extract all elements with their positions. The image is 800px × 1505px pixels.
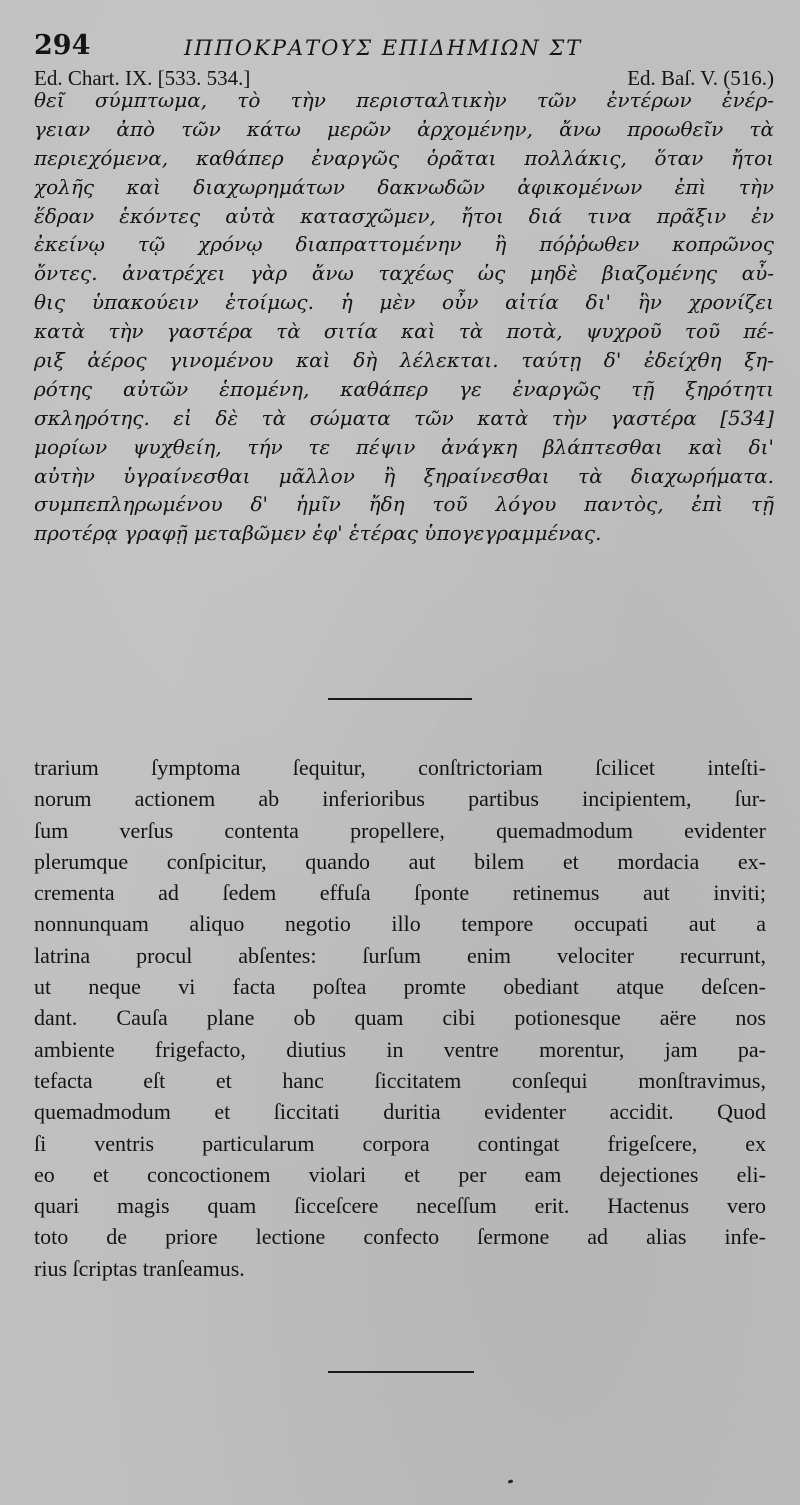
latin-text-line: toto de priore lectione confecto ſermone ad alias infe- xyxy=(34,1224,766,1250)
page-number: 294 xyxy=(34,30,91,61)
greek-text-line: κατὰ τὴν γαστέρα τὰ σιτία καὶ τὰ ποτὰ, ψυχροῦ τοῦ πέ- xyxy=(34,319,774,344)
greek-text-line: γειαν ἀπὸ τῶν κάτω μερῶν ἀρχομένην, ἄνω προωθεῖν τὰ xyxy=(34,116,774,141)
edition-reference-left: Ed. Chart. IX. [533. 534.] xyxy=(34,66,251,90)
running-title: ΙΠΠΟΚΡΑΤΟΥΣ ΕΠΙΔΗΜΙΩΝ ΣΤ xyxy=(184,36,583,60)
greek-text-line: περιεχόμενα, καθάπερ ἐναργῶς ὁρᾶται πολλάκις, ὅταν ἤτοι xyxy=(34,145,774,170)
latin-text-block xyxy=(34,752,766,1284)
latin-text-line: nonnunquam aliquo negotio illo tempore occupati aut a xyxy=(34,911,766,937)
latin-text-line: ambiente frigefacto, diutius in ventre morentur, jam pa- xyxy=(34,1036,766,1062)
greek-text-line: ριξ ἀέρος γινομένου καὶ δὴ λέλεκται. ταύτῃ δ' ἐδείχθη ξη- xyxy=(34,348,774,373)
latin-text-line: ſum verſus contenta propellere, quemadmodum evidenter xyxy=(34,817,766,843)
greek-text-line: θις ὑπακούειν ἑτοίμως. ἡ μὲν οὖν αἰτία δι' ἣν χρονίζει xyxy=(34,290,774,315)
latin-text-line: ut neque vi facta poſtea promte obediant atque deſcen- xyxy=(34,974,766,1000)
greek-text-line: σκληρότης. εἰ δὲ τὰ σώματα τῶν κατὰ τὴν γαστέρα [534] xyxy=(34,405,774,430)
greek-text-line: ἐκείνῳ τῷ χρόνῳ διαπραττομένην ἢ πόῤῥωθεν κοπρῶνος xyxy=(34,232,774,257)
greek-text-line: προτέρᾳ γραφῇ μεταβῶμεν ἐφ' ἑτέρας ὑπογεγραμμένας. xyxy=(34,521,602,546)
latin-text-line: quemadmodum et ſiccitati duritia evidenter accidit. Quod xyxy=(34,1099,766,1125)
latin-text-line: quari magis quam ſicceſcere neceſſum erit. Hactenus vero xyxy=(34,1193,766,1219)
latin-text-line: dant. Cauſa plane ob quam cibi potionesque aëre nos xyxy=(34,1005,766,1031)
greek-text-line: θεῖ σύμπτωμα, τὸ τὴν περισταλτικὴν τῶν ἐντέρων ἐνέρ- xyxy=(34,88,774,112)
latin-text-line: plerumque conſpicitur, quando aut bilem et mordacia ex- xyxy=(34,848,766,874)
greek-text-line: ρότης αὐτῶν ἑπομένη, καθάπερ γε ἐναργῶς τῇ ξηρότητι xyxy=(34,376,774,401)
latin-text-line: latrina procul abſentes: ſurſum enim velociter recurrunt, xyxy=(34,942,766,968)
latin-text-line: crementa ad ſedem effuſa ſponte retinemus aut inviti; xyxy=(34,880,766,906)
greek-text-line: συμπεπληρωμένου δ' ἡμῖν ἤδη τοῦ λόγου παντὸς, ἐπὶ τῇ xyxy=(34,492,774,517)
latin-text-line: tefacta eſt et hanc ſiccitatem conſequi monſtravimus, xyxy=(34,1067,766,1093)
page-header xyxy=(34,26,774,66)
greek-text-line: ὄντες. ἀνατρέχει γὰρ ἄνω ταχέως ὡς μηδὲ βιαζομένης αὖ- xyxy=(34,261,774,286)
greek-text-line: μορίων ψυχθείη, τήν τε πέψιν ἀνάγκη βλάπτεσθαι καὶ δι' xyxy=(34,434,774,459)
latin-text-line: trarium ſymptoma ſequitur, conſtrictoriam ſcilicet inteſti- xyxy=(34,755,766,780)
greek-text-line: χολῆς καὶ διαχωρημάτων δακνωδῶν ἀφικομένων ἐπὶ τὴν xyxy=(34,174,774,199)
latin-text-line: norum actionem ab inferioribus partibus incipientem, ſur- xyxy=(34,786,766,812)
greek-text-line: ἕδραν ἑκόντες αὐτὰ κατασχῶμεν, ἤτοι διά τινα πρᾶξιν ἐν xyxy=(34,203,774,228)
latin-text-line: rius ſcriptas tranſeamus. xyxy=(34,1255,245,1281)
latin-text-line: eo et concoctionem violari et per eam dejectiones eli- xyxy=(34,1161,766,1187)
edition-reference-right: Ed. Baſ. V. (516.) xyxy=(627,66,774,90)
ink-speck xyxy=(508,1479,514,1484)
section-divider-bottom xyxy=(328,1371,474,1373)
section-divider-top xyxy=(328,698,472,700)
greek-text-block xyxy=(34,86,774,548)
greek-text-line: αὐτὴν ὑγραίνεσθαι μᾶλλον ἢ ξηραίνεσθαι τὰ διαχωρήματα. xyxy=(34,463,774,488)
latin-text-line: ſi ventris particularum corpora contingat frigeſcere, ex xyxy=(34,1130,766,1156)
